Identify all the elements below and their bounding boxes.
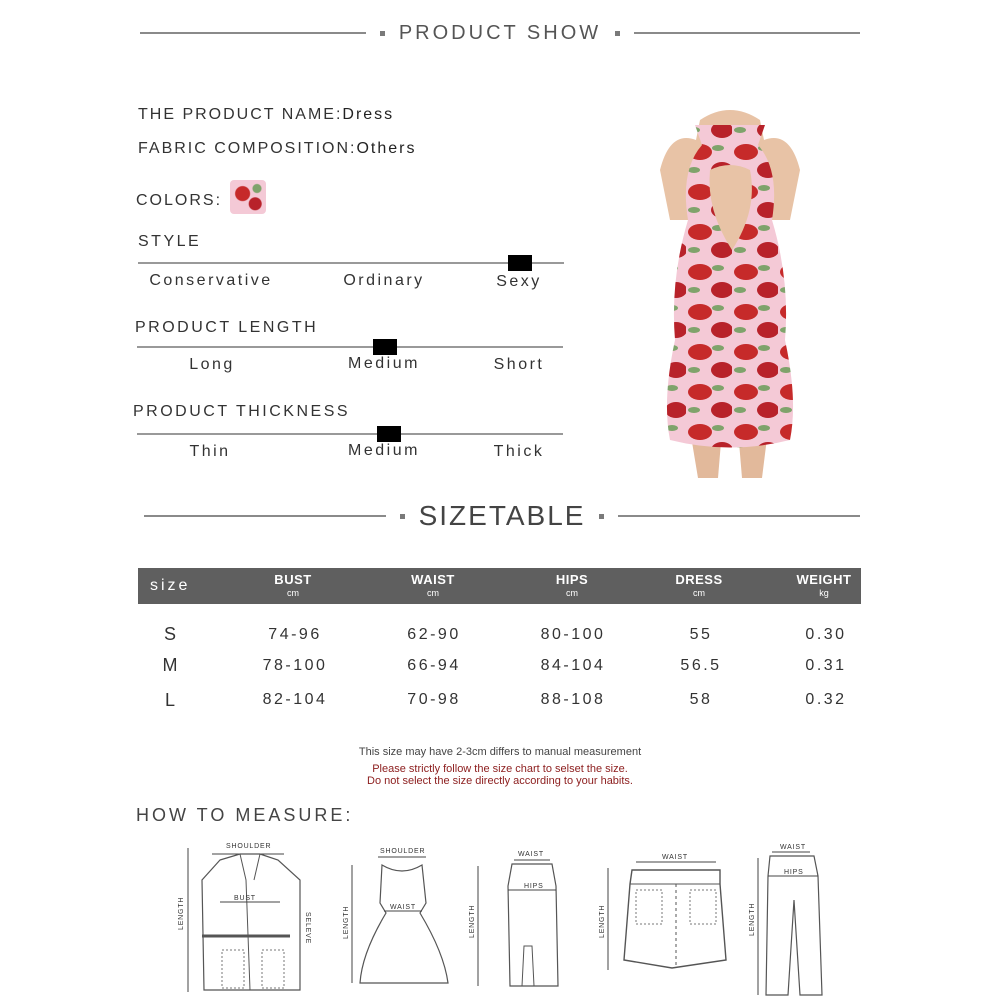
- header-bullet-right: [615, 31, 620, 36]
- thickness-scale-line: [137, 433, 563, 435]
- skirt-length-label: LENGTH: [469, 904, 476, 938]
- dress-header-label: DRESS: [675, 572, 723, 587]
- length-option-long: Long: [189, 356, 235, 373]
- bust-cell-s: 74-96: [268, 626, 322, 643]
- header-divider-left: [140, 32, 366, 34]
- length-option-medium: Medium: [348, 355, 420, 372]
- dress-shoulder-label: SHOULDER: [380, 848, 426, 855]
- bust-cell-m: 78-100: [262, 657, 328, 674]
- mini-skirt-length-label: LENGTH: [599, 904, 606, 938]
- dress-header-unit: cm: [692, 588, 705, 598]
- thickness-scale-marker: [377, 426, 401, 442]
- pants-length-label: LENGTH: [749, 902, 756, 936]
- dress-column-header: [675, 572, 722, 598]
- skirt-waist-label: WAIST: [518, 851, 544, 858]
- thickness-option-medium: Medium: [348, 442, 420, 459]
- product-show-title: PRODUCT SHOW: [398, 21, 602, 44]
- bust-header-unit: cm: [286, 588, 299, 598]
- thickness-option-thick: Thick: [493, 443, 545, 460]
- weight-cell-l: 0.32: [805, 691, 847, 708]
- product-name-value: Dress: [342, 106, 395, 123]
- mini-skirt-waist-label: WAIST: [662, 854, 688, 861]
- thickness-scale-title: PRODUCT THICKNESS: [133, 403, 351, 420]
- size-cell-s: S: [163, 624, 177, 644]
- length-option-short: Short: [493, 356, 545, 373]
- pants-waist-label: WAIST: [780, 844, 806, 851]
- header-divider-right: [634, 32, 860, 34]
- header-bullet-left: [380, 31, 385, 36]
- jacket-shoulder-label: SHOULDER: [226, 843, 272, 850]
- size-table-header: [138, 568, 861, 604]
- header-divider-left: [144, 515, 386, 517]
- hips-cell-s: 80-100: [540, 626, 606, 643]
- dress-waist-label: WAIST: [390, 904, 416, 911]
- size-chart-warning: Please strictly follow the size chart to selset the size.: [372, 763, 628, 775]
- skirt-hips-label: HIPS: [524, 883, 544, 890]
- length-scale-line: [137, 346, 563, 348]
- size-cell-m: M: [162, 655, 178, 675]
- style-scale-marker: [508, 255, 532, 271]
- hips-column-header: [556, 572, 588, 598]
- dress-length-label: LENGTH: [343, 905, 350, 939]
- skirt-measure-sketch: [466, 846, 576, 996]
- product-show-header: [140, 18, 860, 48]
- pants-measure-sketch: [748, 840, 838, 1000]
- jacket-bust-label: BUST: [234, 895, 256, 902]
- bust-cell-l: 82-104: [262, 691, 328, 708]
- style-option-conservative: Conservative: [149, 272, 273, 289]
- size-column-header: size: [150, 577, 191, 594]
- style-scale-line: [138, 262, 564, 264]
- waist-header-unit: cm: [426, 588, 439, 598]
- fabric-line: [138, 140, 416, 158]
- dress-product-image: [640, 100, 820, 480]
- sizetable-title: SIZETABLE: [418, 500, 586, 531]
- thickness-option-thin: Thin: [189, 443, 231, 460]
- jacket-measure-sketch: [170, 840, 320, 1000]
- bust-header-label: BUST: [274, 572, 312, 587]
- color-swatch-floral-pink[interactable]: [230, 180, 266, 214]
- jacket-length-label: LENGTH: [178, 896, 185, 930]
- waist-cell-l: 70-98: [407, 691, 461, 708]
- hips-header-label: HIPS: [555, 572, 589, 587]
- habit-warning: Do not select the size directly according to your habits.: [367, 775, 633, 787]
- fabric-value: Others: [356, 140, 417, 157]
- style-option-ordinary: Ordinary: [343, 272, 425, 289]
- colors-label: COLORS:: [136, 192, 223, 209]
- length-scale-title: PRODUCT LENGTH: [135, 319, 319, 336]
- weight-cell-m: 0.31: [805, 657, 847, 674]
- fabric-label: FABRIC COMPOSITION:: [138, 140, 357, 157]
- bust-column-header: [274, 572, 311, 598]
- header-bullet-left: [400, 514, 405, 519]
- waist-column-header: [411, 572, 455, 598]
- hips-header-unit: cm: [566, 588, 578, 598]
- how-to-measure-title: HOW TO MEASURE:: [136, 805, 354, 825]
- weight-header-unit: kg: [819, 588, 829, 598]
- waist-header-label: WAIST: [411, 572, 455, 587]
- weight-cell-s: 0.30: [805, 626, 847, 643]
- weight-header-label: WEIGHT: [796, 572, 852, 587]
- sizetable-header: [144, 498, 860, 534]
- dress-cell-s: 55: [689, 626, 713, 643]
- waist-cell-s: 62-90: [407, 626, 461, 643]
- dress-cell-l: 58: [689, 691, 713, 708]
- weight-column-header: [797, 572, 852, 598]
- product-name-label: THE PRODUCT NAME:: [138, 106, 343, 123]
- header-divider-right: [618, 515, 860, 517]
- dress-measure-sketch: [340, 843, 450, 993]
- pants-hips-label: HIPS: [784, 869, 804, 876]
- header-bullet-right: [599, 514, 604, 519]
- mini-skirt-measure-sketch: [596, 850, 736, 980]
- jacket-selve-label: SELEVE: [304, 912, 311, 945]
- product-name-line: [138, 106, 394, 124]
- measurement-note: This size may have 2-3cm differs to manual measurement: [358, 746, 642, 758]
- waist-cell-m: 66-94: [407, 657, 461, 674]
- hips-cell-l: 88-108: [540, 691, 606, 708]
- dress-cell-m: 56.5: [680, 657, 722, 674]
- hips-cell-m: 84-104: [540, 657, 606, 674]
- style-option-sexy: Sexy: [496, 273, 542, 290]
- style-scale-title: STYLE: [138, 233, 202, 250]
- length-scale-marker: [373, 339, 397, 355]
- size-cell-l: L: [164, 690, 176, 710]
